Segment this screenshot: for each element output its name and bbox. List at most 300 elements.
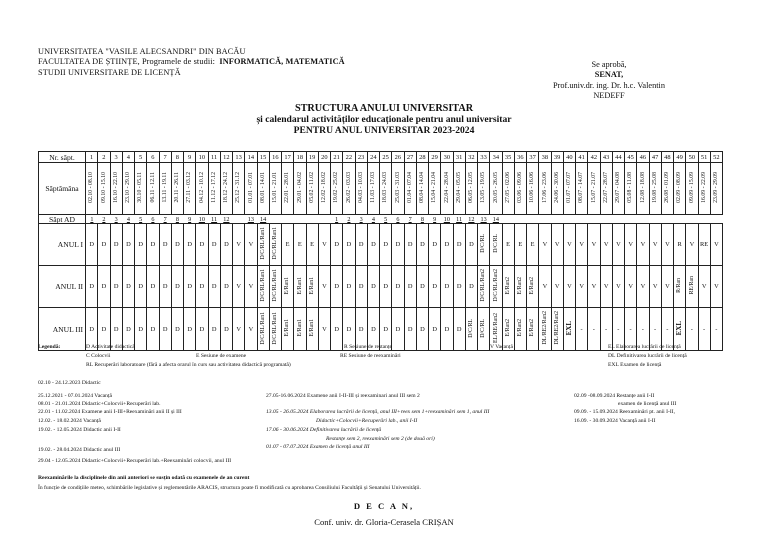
week-date xyxy=(563,163,575,215)
activity-cell xyxy=(674,224,686,266)
week-number-text: 28 xyxy=(419,153,426,161)
activity-cell xyxy=(490,266,502,308)
ad-week-cell xyxy=(661,215,673,224)
week-date-text: 17.06 - 23.06 xyxy=(541,172,548,203)
activity-cell xyxy=(661,266,673,308)
activity-cell xyxy=(539,224,551,266)
week-date-text: 05.08 - 11.08 xyxy=(627,172,634,203)
week-number-text: 25 xyxy=(382,153,389,161)
week-number-text: 19 xyxy=(308,153,316,161)
activity-cell-text: E/Ran2 xyxy=(504,319,511,337)
activity-cell-text: D xyxy=(162,283,168,290)
activity-cell-text: D xyxy=(126,283,131,290)
week-number xyxy=(674,152,686,163)
activity-cell xyxy=(539,266,551,308)
ad-week-cell xyxy=(245,215,257,224)
activity-cell-text: R/Ran xyxy=(676,278,683,293)
activity-cell-text: E/Ran1 xyxy=(284,276,291,295)
ad-week-number: 8 xyxy=(420,215,424,223)
activity-cell xyxy=(588,308,600,351)
activity-cell xyxy=(465,266,477,308)
week-date-text: 01.07 - 07.07 xyxy=(566,172,573,203)
activity-cell-text: V xyxy=(616,283,621,290)
week-date-text: 04.03 - 10.03 xyxy=(357,172,364,203)
activity-cell xyxy=(159,266,171,308)
activity-cell xyxy=(392,308,404,351)
week-number-text: 43 xyxy=(602,153,610,161)
legend-r: R Sesiune de restanțe xyxy=(344,344,393,350)
title-line-3: PENTRU ANUL UNIVERSITAR 2023-2024 xyxy=(293,125,475,136)
week-date-text: 01.04 - 07.04 xyxy=(406,172,413,203)
activity-cell xyxy=(404,266,416,308)
activity-cell xyxy=(98,266,110,308)
ad-week-number: 12 xyxy=(223,215,230,223)
activity-cell xyxy=(380,224,392,266)
activity-cell xyxy=(563,308,575,351)
week-date-text: 29.07 - 04.08 xyxy=(615,172,622,203)
activity-cell xyxy=(539,308,551,351)
week-number-text: 27 xyxy=(406,153,414,161)
activity-cell xyxy=(269,308,281,351)
week-date xyxy=(416,163,428,215)
ad-week-number: 8 xyxy=(175,215,179,223)
ad-week-number: 5 xyxy=(384,215,388,223)
activity-cell xyxy=(245,224,257,266)
week-date-text: 03.06 - 09.06 xyxy=(517,172,524,203)
activity-cell xyxy=(600,224,612,266)
week-number xyxy=(490,152,502,163)
ad-week-number: 11 xyxy=(456,215,463,223)
activity-cell-text: D xyxy=(407,283,413,290)
activity-cell xyxy=(245,266,257,308)
week-date-text: 20.05 - 26.05 xyxy=(492,172,499,203)
activity-cell xyxy=(478,266,490,308)
activity-cell xyxy=(710,224,722,266)
week-date-text: 08.04 - 14.04 xyxy=(419,172,426,203)
week-date xyxy=(135,163,147,215)
week-date-text: 26.08 - 01.09 xyxy=(664,172,671,203)
ad-week-cell xyxy=(282,215,294,224)
week-number-text: 26 xyxy=(394,153,402,161)
week-date xyxy=(429,163,441,215)
activity-cell xyxy=(282,224,294,266)
activity-cell-text: D xyxy=(334,241,339,248)
activity-cell xyxy=(171,224,183,266)
activity-cell xyxy=(257,266,269,308)
activity-cell xyxy=(698,308,710,351)
week-number-text: 42 xyxy=(590,153,598,161)
week-number-text: 11 xyxy=(211,153,218,161)
activity-cell-text: D xyxy=(383,283,388,290)
activity-cell xyxy=(698,266,710,308)
ad-week-cell xyxy=(637,215,649,224)
week-number xyxy=(196,152,208,163)
week-date-text: 19.02 - 25.02 xyxy=(333,172,340,203)
week-date-text: 26.02 - 03.03 xyxy=(345,172,352,203)
legend-el: EL Elaborarea lucrării de licență xyxy=(608,344,681,350)
activity-cell-text: D xyxy=(395,283,401,290)
week-number xyxy=(282,152,294,163)
week-date xyxy=(453,163,465,215)
activity-cell xyxy=(367,224,379,266)
activity-cell-text: V xyxy=(652,283,658,290)
activity-cell xyxy=(416,224,428,266)
ad-week-number: 14 xyxy=(260,215,267,223)
ad-week-number: 4 xyxy=(126,215,130,223)
week-dates-header-text: Săptămâna xyxy=(45,184,79,193)
activity-cell-text: V xyxy=(591,283,597,290)
activity-cell-text: D xyxy=(101,325,107,333)
activity-cell xyxy=(429,308,441,351)
ad-week-cell xyxy=(367,215,379,224)
ad-week-cell xyxy=(196,215,208,224)
legend-rl: RL Recuperări laboratoare (fără a afecta orarul în curs sau activitatea didactică programată) xyxy=(86,362,291,368)
activity-cell-text: D xyxy=(224,283,229,290)
week-number-text: 12 xyxy=(223,153,230,161)
activity-cell xyxy=(233,224,245,266)
activity-cell-text: R xyxy=(677,241,682,248)
week-number xyxy=(625,152,637,163)
activity-cell-text: V xyxy=(714,241,719,248)
week-date-text: 15.04 - 21.04 xyxy=(431,172,438,203)
week-number-text: 31 xyxy=(455,153,463,161)
university-name: UNIVERSITATEA "VASILE ALECSANDRI" DIN BACĂU xyxy=(38,47,246,56)
ad-week-cell xyxy=(233,215,245,224)
activity-cell-text: D/C/RL/Ran1 xyxy=(272,227,279,260)
week-number xyxy=(159,152,171,163)
week-date xyxy=(86,163,98,215)
week-date xyxy=(282,163,294,215)
week-number xyxy=(539,152,551,163)
week-date-text: 09.10 - 15.10 xyxy=(100,172,107,203)
week-number xyxy=(294,152,306,163)
activity-cell-text: D/C/RL xyxy=(480,318,487,338)
schedule-entry: 25.12.2021 - 07.01.2024 Vacanță xyxy=(38,393,113,399)
week-number-text: 39 xyxy=(553,153,561,161)
ad-week-cell xyxy=(674,215,686,224)
week-date xyxy=(306,163,318,215)
activity-cell xyxy=(674,266,686,308)
ad-week-cell xyxy=(649,215,661,224)
legend-v: V Vacanță xyxy=(490,344,513,350)
activity-cell-text: D xyxy=(175,325,180,333)
title-line-1: STRUCTURA ANULUI UNIVERSITAR xyxy=(294,103,474,114)
activity-cell-text: D xyxy=(113,241,119,248)
week-number xyxy=(257,152,269,163)
activity-cell-text: V xyxy=(628,283,633,290)
week-date xyxy=(502,163,514,215)
activity-cell-text: - xyxy=(605,325,608,333)
week-number-text: 16 xyxy=(272,153,279,161)
ad-week-cell xyxy=(404,215,416,224)
activity-cell-text: D xyxy=(187,325,192,333)
activity-cell xyxy=(282,308,294,351)
legend-dl: DL Definitivarea lucrării de licență xyxy=(608,353,687,359)
activity-cell xyxy=(135,224,147,266)
activity-cell xyxy=(257,308,269,351)
week-number xyxy=(551,152,563,163)
week-date-text: 08.01 - 14.01 xyxy=(259,172,266,203)
ad-week-number: 7 xyxy=(163,215,167,223)
activity-cell xyxy=(257,224,269,266)
week-number-text: 35 xyxy=(504,153,512,161)
week-date-text: 08.07 - 14.07 xyxy=(578,172,585,203)
week-date xyxy=(674,163,686,215)
week-date-text: 18.03 - 24.03 xyxy=(382,172,389,203)
week-date-text: 02.09 - 08.09 xyxy=(676,172,683,203)
week-number-text: 22 xyxy=(345,153,353,161)
activity-cell-text: D/C/RL/Ran1 xyxy=(259,227,266,260)
activity-cell xyxy=(171,266,183,308)
week-number xyxy=(98,152,110,163)
ad-week-cell xyxy=(478,215,490,224)
year-label-text: ANUL II xyxy=(55,282,83,291)
ad-week-cell xyxy=(539,215,551,224)
activity-cell-text: V xyxy=(591,241,597,248)
activity-cell xyxy=(318,308,330,351)
week-number-text: 30 xyxy=(443,153,451,161)
week-date xyxy=(661,163,673,215)
week-date xyxy=(355,163,367,215)
activity-cell xyxy=(233,308,245,351)
week-number xyxy=(233,152,245,163)
week-number xyxy=(380,152,392,163)
activity-cell-text: D xyxy=(420,283,425,290)
activity-cell-text: V xyxy=(567,283,572,290)
week-date xyxy=(208,163,220,215)
activity-cell-text: V xyxy=(236,241,241,248)
activity-cell xyxy=(220,266,232,308)
activity-cell xyxy=(159,308,171,351)
week-number-text: 6 xyxy=(151,153,155,161)
schedule-entry: 17.06 - 30.06.2024 Definitivarea lucrării de licență xyxy=(266,427,382,433)
ad-week-number: 9 xyxy=(433,215,437,223)
activity-cell-text: D xyxy=(89,325,94,333)
week-date-text: 23.10 - 29.10 xyxy=(125,172,132,203)
activity-cell xyxy=(220,308,232,351)
schedule-entry: 16.09. - 30.09.2024 Vacanță anii I-II xyxy=(574,418,656,424)
ad-week-cell xyxy=(135,215,147,224)
ad-week-number: 3 xyxy=(114,215,118,223)
title-line-2: și calendarul activităților educaționale pentru anul universitar xyxy=(256,114,512,125)
legend-re: RE Sesiune de reexaminări xyxy=(340,353,401,359)
activity-cell-text: E xyxy=(297,241,302,248)
activity-cell xyxy=(563,266,575,308)
activity-cell xyxy=(355,224,367,266)
schedule-notes xyxy=(38,379,758,469)
week-number-text: 3 xyxy=(114,153,118,161)
week-number xyxy=(147,152,159,163)
week-date xyxy=(612,163,624,215)
week-number-header-text: Nr. săpt. xyxy=(49,152,75,162)
activity-cell-text: D xyxy=(456,283,462,290)
activity-cell xyxy=(147,224,159,266)
week-date xyxy=(686,163,698,215)
week-date-text: 11.12 - 17.12 xyxy=(210,172,217,203)
activity-cell-text: D xyxy=(150,325,156,333)
legend-exl: EXL Examen de licență xyxy=(608,362,662,368)
ad-week-number: 6 xyxy=(151,215,155,223)
activity-cell-text: V xyxy=(603,283,609,290)
activity-cell-text: D xyxy=(395,325,401,333)
activity-cell-text: D xyxy=(89,283,94,290)
week-date xyxy=(110,163,122,215)
activity-cell-text: D xyxy=(407,325,413,333)
activity-cell xyxy=(490,224,502,266)
week-number-text: 40 xyxy=(566,153,573,161)
activity-cell-text: E/Ran1 xyxy=(296,319,303,337)
activity-cell-text: V xyxy=(579,241,584,248)
activity-cell xyxy=(331,266,343,308)
week-number-text: 5 xyxy=(139,153,143,161)
week-date xyxy=(159,163,171,215)
activity-cell-text: D xyxy=(358,241,364,248)
week-date xyxy=(147,163,159,215)
week-number-text: 36 xyxy=(517,153,524,161)
activity-cell-text: D xyxy=(187,241,192,248)
ad-week-cell xyxy=(208,215,220,224)
activity-cell xyxy=(710,308,722,351)
week-date-text: 02.10 - 08.10 xyxy=(88,172,95,203)
week-date xyxy=(257,163,269,215)
schedule-entry: 08.01 - 21.01.2024 Didactic+Colocvii+Recuperări lab. xyxy=(38,401,161,407)
activity-cell-text: D xyxy=(432,241,437,248)
week-date-text: 10.06 - 16.06 xyxy=(529,172,536,203)
activity-cell-text: D xyxy=(150,241,156,248)
week-number-text: 41 xyxy=(578,153,585,161)
schedule-entry: 12.02. - 18.02.2024 Vacanță xyxy=(38,418,101,424)
week-number xyxy=(514,152,526,163)
activity-cell-text: D xyxy=(126,325,131,333)
year-label xyxy=(39,224,86,266)
schedule-entry: 02.09 -08.09.2024 Restanțe anii I-II xyxy=(574,393,655,399)
activity-cell-text: D xyxy=(346,283,352,290)
ad-week-header-text: Săpt AD xyxy=(49,214,75,224)
week-date xyxy=(441,163,453,215)
ad-week-cell xyxy=(98,215,110,224)
activity-cell-text: D xyxy=(199,325,205,333)
activity-cell-text: - xyxy=(715,325,718,333)
week-number xyxy=(661,152,673,163)
activity-cell xyxy=(294,308,306,351)
activity-cell xyxy=(208,224,220,266)
activity-cell-text: V xyxy=(665,241,670,248)
activity-cell-text: D xyxy=(383,241,388,248)
activity-cell xyxy=(637,224,649,266)
activity-cell-text: D xyxy=(138,325,143,333)
activity-cell-text: EL/RE/Ran2 xyxy=(492,313,499,343)
calendar-table xyxy=(38,151,723,351)
activity-cell-text: D xyxy=(432,325,437,333)
activity-cell-text: - xyxy=(666,325,669,333)
week-number-text: 51 xyxy=(700,153,708,161)
activity-cell xyxy=(465,224,477,266)
ad-week-cell xyxy=(220,215,232,224)
week-date-text: 29.04 - 05.05 xyxy=(455,172,462,203)
week-date xyxy=(380,163,392,215)
activity-cell-text: D xyxy=(358,283,364,290)
program-names: INFORMATICĂ, MATEMATICĂ xyxy=(219,57,345,67)
activity-cell xyxy=(478,308,490,351)
activity-cell xyxy=(196,224,208,266)
senate-label: SENAT, xyxy=(594,70,624,80)
week-number xyxy=(710,152,722,163)
activity-cell-text: V xyxy=(579,283,584,290)
activity-cell xyxy=(159,224,171,266)
week-number-text: 47 xyxy=(651,153,659,161)
activity-cell-text: D xyxy=(126,241,131,248)
activity-cell xyxy=(318,224,330,266)
week-number xyxy=(649,152,661,163)
faculty-line: FACULTATEA DE ȘTIINȚE, Programele de studii: INFORMATICĂ, MATEMATICĂ xyxy=(38,57,345,67)
activity-cell-text: E xyxy=(530,241,535,248)
year-label-text: ANUL I xyxy=(57,240,83,249)
activity-cell xyxy=(86,224,98,266)
activity-cell xyxy=(110,266,122,308)
ad-week-cell xyxy=(527,215,539,224)
activity-cell-text: V xyxy=(236,325,241,333)
activity-cell-text: D xyxy=(469,241,474,248)
week-number xyxy=(576,152,588,163)
week-number xyxy=(429,152,441,163)
week-date-text: 12.02 - 18.02 xyxy=(321,172,328,203)
activity-cell-text: E xyxy=(310,241,315,248)
activity-cell xyxy=(306,224,318,266)
activity-cell-text: V xyxy=(248,325,254,333)
activity-cell xyxy=(527,308,539,351)
week-number-text: 8 xyxy=(175,153,179,161)
activity-cell-text: E/Ran1 xyxy=(308,319,315,337)
ad-week-cell xyxy=(318,215,330,224)
schedule-entry: 09.09. - 15.09.2024 Reexaminări pt. anii I-II, xyxy=(574,409,675,415)
week-date xyxy=(698,163,710,215)
activity-cell xyxy=(110,224,122,266)
ad-week-cell xyxy=(110,215,122,224)
activity-cell xyxy=(612,266,624,308)
activity-cell-text: - xyxy=(580,325,583,333)
week-date-text: 09.09 - 15.09 xyxy=(688,172,695,203)
week-number-text: 34 xyxy=(492,153,500,161)
week-number-text: 38 xyxy=(541,153,549,161)
activity-cell-text: V xyxy=(322,241,327,248)
activity-cell-text: D xyxy=(444,283,450,290)
week-date xyxy=(318,163,330,215)
week-number xyxy=(110,152,122,163)
week-number xyxy=(600,152,612,163)
week-date xyxy=(245,163,257,215)
week-date-text: 27.11 - 03.12 xyxy=(186,172,193,203)
week-date xyxy=(600,163,612,215)
week-date xyxy=(625,163,637,215)
activity-cell xyxy=(233,266,245,308)
week-number-text: 29 xyxy=(431,153,438,161)
activity-cell xyxy=(514,224,526,266)
activity-cell-text: V xyxy=(714,283,719,290)
week-number xyxy=(588,152,600,163)
activity-cell-text: E/Ran2 xyxy=(529,276,536,295)
week-number-text: 7 xyxy=(163,153,167,161)
week-number xyxy=(392,152,404,163)
activity-cell-text: D xyxy=(199,283,205,290)
ad-week-number: 7 xyxy=(408,215,412,223)
activity-cell-text: D xyxy=(187,283,192,290)
activity-cell-text: - xyxy=(617,325,620,333)
ad-week-cell xyxy=(159,215,171,224)
ad-week-number: 2 xyxy=(347,215,351,223)
activity-cell xyxy=(282,266,294,308)
ad-week-cell xyxy=(453,215,465,224)
activity-cell xyxy=(416,308,428,351)
